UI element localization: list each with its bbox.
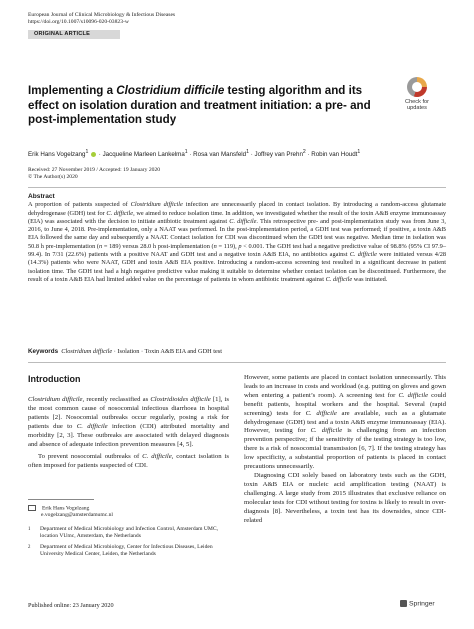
author-4[interactable]: Joffrey van Prehn xyxy=(254,151,303,159)
article-dates xyxy=(28,167,160,181)
title-part2: testing algorithm and its effect on isolation duration and treatment initiation: a pre- and post-implementation study xyxy=(28,84,371,126)
author-4-affil: 2 xyxy=(302,149,306,155)
article-title xyxy=(28,84,380,128)
article-type-label: ORIGINAL ARTICLE xyxy=(34,31,91,37)
abstract-heading: Abstract xyxy=(28,193,55,200)
affiliations xyxy=(28,526,229,562)
footnote-rule xyxy=(28,499,94,500)
copyright: © The Author(s) 2020 xyxy=(28,174,78,180)
orcid-icon[interactable] xyxy=(91,152,96,157)
affiliation-item xyxy=(28,526,229,540)
title-italic: Clostridium difficile xyxy=(116,84,225,97)
publisher-logo xyxy=(400,600,435,607)
left-column xyxy=(28,396,229,471)
affiliation-text: Department of Medical Microbiology, Center for Infectious Diseases, Leiden University Medical Center, Leiden, the Netherlands xyxy=(40,544,213,557)
intro-paragraph-2: To prevent nosocomial outbreaks of C. difficile, contact isolation is often imposed for patients suspected of CDI. xyxy=(28,453,229,470)
affiliation-text: Department of Medical Microbiology and Infection Control, Amsterdam UMC, location VUmc, Amsterdam, the Netherlands xyxy=(40,526,219,539)
corresponding-author: Erik Hans Vogelzang xyxy=(42,505,90,512)
author-1-affil: 1 xyxy=(85,149,89,155)
crossmark-icon xyxy=(407,77,427,97)
abstract xyxy=(28,193,446,284)
journal-name: European Journal of Clinical Microbiology & Infectious Diseases xyxy=(28,12,176,18)
keywords-heading: Keywords xyxy=(28,348,59,355)
published-online: Published online: 23 January 2020 xyxy=(28,602,114,609)
keyword-italic: Clostridium difficile xyxy=(61,348,113,355)
right-paragraph-2: Diagnosing CDI solely based on laboratory tests such as the GDH, toxin A&B EIA or nucleic acid amplification testing (NAAT) is challenging. A large study from 2015 illustrates that exclusive reliance on molecular tests for CDI without testing for toxins is likely to result in over-diagnosis [8]. Nevertheless, a toxin test has its downsides, since CDI-related xyxy=(244,471,446,524)
intro-paragraph-1: Clostridium difficile, recently reclassified as Clostridioides difficile [1], is the most common cause of nosocomial infectious diarrhoea in hospital patients [2]. Nosocomial outbreaks occur regularly, posing a risk for patients due to C. difficile infection (CDI) attributed mortality and morbidity [2, 3]. These outbreaks are associated with delayed diagnosis and absence of adequate infection prevention measures [4, 5]. xyxy=(28,396,229,448)
envelope-icon xyxy=(28,505,36,511)
author-1[interactable]: Erik Hans Vogelzang xyxy=(28,151,86,159)
divider xyxy=(28,362,446,363)
springer-horse-icon xyxy=(400,600,407,607)
divider xyxy=(28,187,446,188)
affiliation-number: 2 xyxy=(28,545,31,550)
publisher-name: Springer xyxy=(409,600,435,608)
author-list: Erik Hans Vogelzang$^1$ · Jacqueline Marleen Lankelma$^1$ · Rosa van Mansfeld$^1$ · Joffrey van Prehn$^2$ · Robin van Houdt$^1$ xyxy=(28,149,361,159)
right-paragraph-1: However, some patients are placed in contact isolation unnecessarily. This leads to an increase in costs and workload (e.g. putting on gloves and gown when entering a patient’s room). A screening test for C. difficile could benefit patients, hospital workers and the hospital. Several (rapid screening) tests for C. difficile are available, such as a glutamate dehydrogenase (GDH) test and a toxin A&B enzyme immunoassay (EIA). However, testing for C. difficile is challenging from an infection prevention perspective; if the sensitivity of the testing strategy is too low, there is a risk of nosocomial transmission [6, 7]. If the testing strategy has low specificity, a substantial proportion of patients is placed in contact precautions unnecessarily. xyxy=(244,374,447,471)
affiliation-item xyxy=(28,544,229,558)
abstract-text: A proportion of patients suspected of Clostridium difficile infection are unnecessarily placed in contact isolation. By introducing a random-access glutamate dehydrogenase (GDH) test for C. difficile, we aimed to reduce isolation time. In addition, we investigated whether the result of the toxin A&B enzyme immunoassay (EIA) was associated with the decision to initiate antibiotic treatment against C. difficile. This retrospective pre- and post-implementation study was from June 3, 2016, to June 4, 2018. Pre-implementation, only a NAAT was performed. In the post-implementation period, a GDH test was performed; if positive, a toxin A&B EIA followed the same day and subsequently a NAAT. Contact isolation for CDI was discontinued when the GDH test was negative. Median time in isolation was 50.8 h pre-implementation (n = 189) versus 28.0 h post-implementation (n = 119), p < 0.001. The GDH test had a negative predictive value of 98.8% (95% CI 97.9–99.4). In 7/31 (22.6%) patients with a positive NAAT and GDH test and a negative toxin A&B EIA, no antibiotics against C. difficile were initiated versus 4/28 (14.3%) patients who were NAAT, GDH and toxin A&B EIA positive. Introducing a random-access screening test resulted in a significant decrease in patient isolation time. The GDH test had a high negative predictive value making it suitable to determine whether contact isolation can be discontinued. Furthermore, the result of a toxin A&B EIA had limited added value on the percentage of patients in whom antibiotic treatment against C. difficile was initiated. xyxy=(28,201,446,283)
correspondence xyxy=(28,505,229,519)
check-for-updates-badge[interactable] xyxy=(399,77,435,117)
keywords xyxy=(28,348,446,356)
journal-header xyxy=(28,12,175,26)
affiliation-number: 1 xyxy=(28,527,31,532)
corresponding-email[interactable]: e.vogelzang@amsterdamumc.nl xyxy=(41,512,113,519)
author-5-affil: 1 xyxy=(357,149,361,155)
received-accepted: Received: 27 November 2019 / Accepted: 19 January 2020 xyxy=(28,167,161,173)
doi-link[interactable]: https://doi.org/10.1007/s10096-020-03823-w xyxy=(28,19,129,25)
author-3-affil: 1 xyxy=(246,149,249,155)
check-updates-line2: updates xyxy=(407,105,427,112)
keyword-rest: · Isolation · Toxin A&B EIA and GDH test xyxy=(112,348,222,355)
right-column xyxy=(244,374,446,525)
author-2-affil: 1 xyxy=(184,149,188,155)
section-heading-introduction: Introduction xyxy=(28,374,81,384)
title-part1: Implementing a xyxy=(28,84,117,97)
author-5[interactable]: Robin van Houdt xyxy=(311,151,358,159)
author-2[interactable]: Jacqueline Marleen Lankelma xyxy=(102,151,185,159)
author-3[interactable]: Rosa van Mansfeld xyxy=(193,151,247,159)
check-updates-line1: Check for xyxy=(405,99,429,105)
